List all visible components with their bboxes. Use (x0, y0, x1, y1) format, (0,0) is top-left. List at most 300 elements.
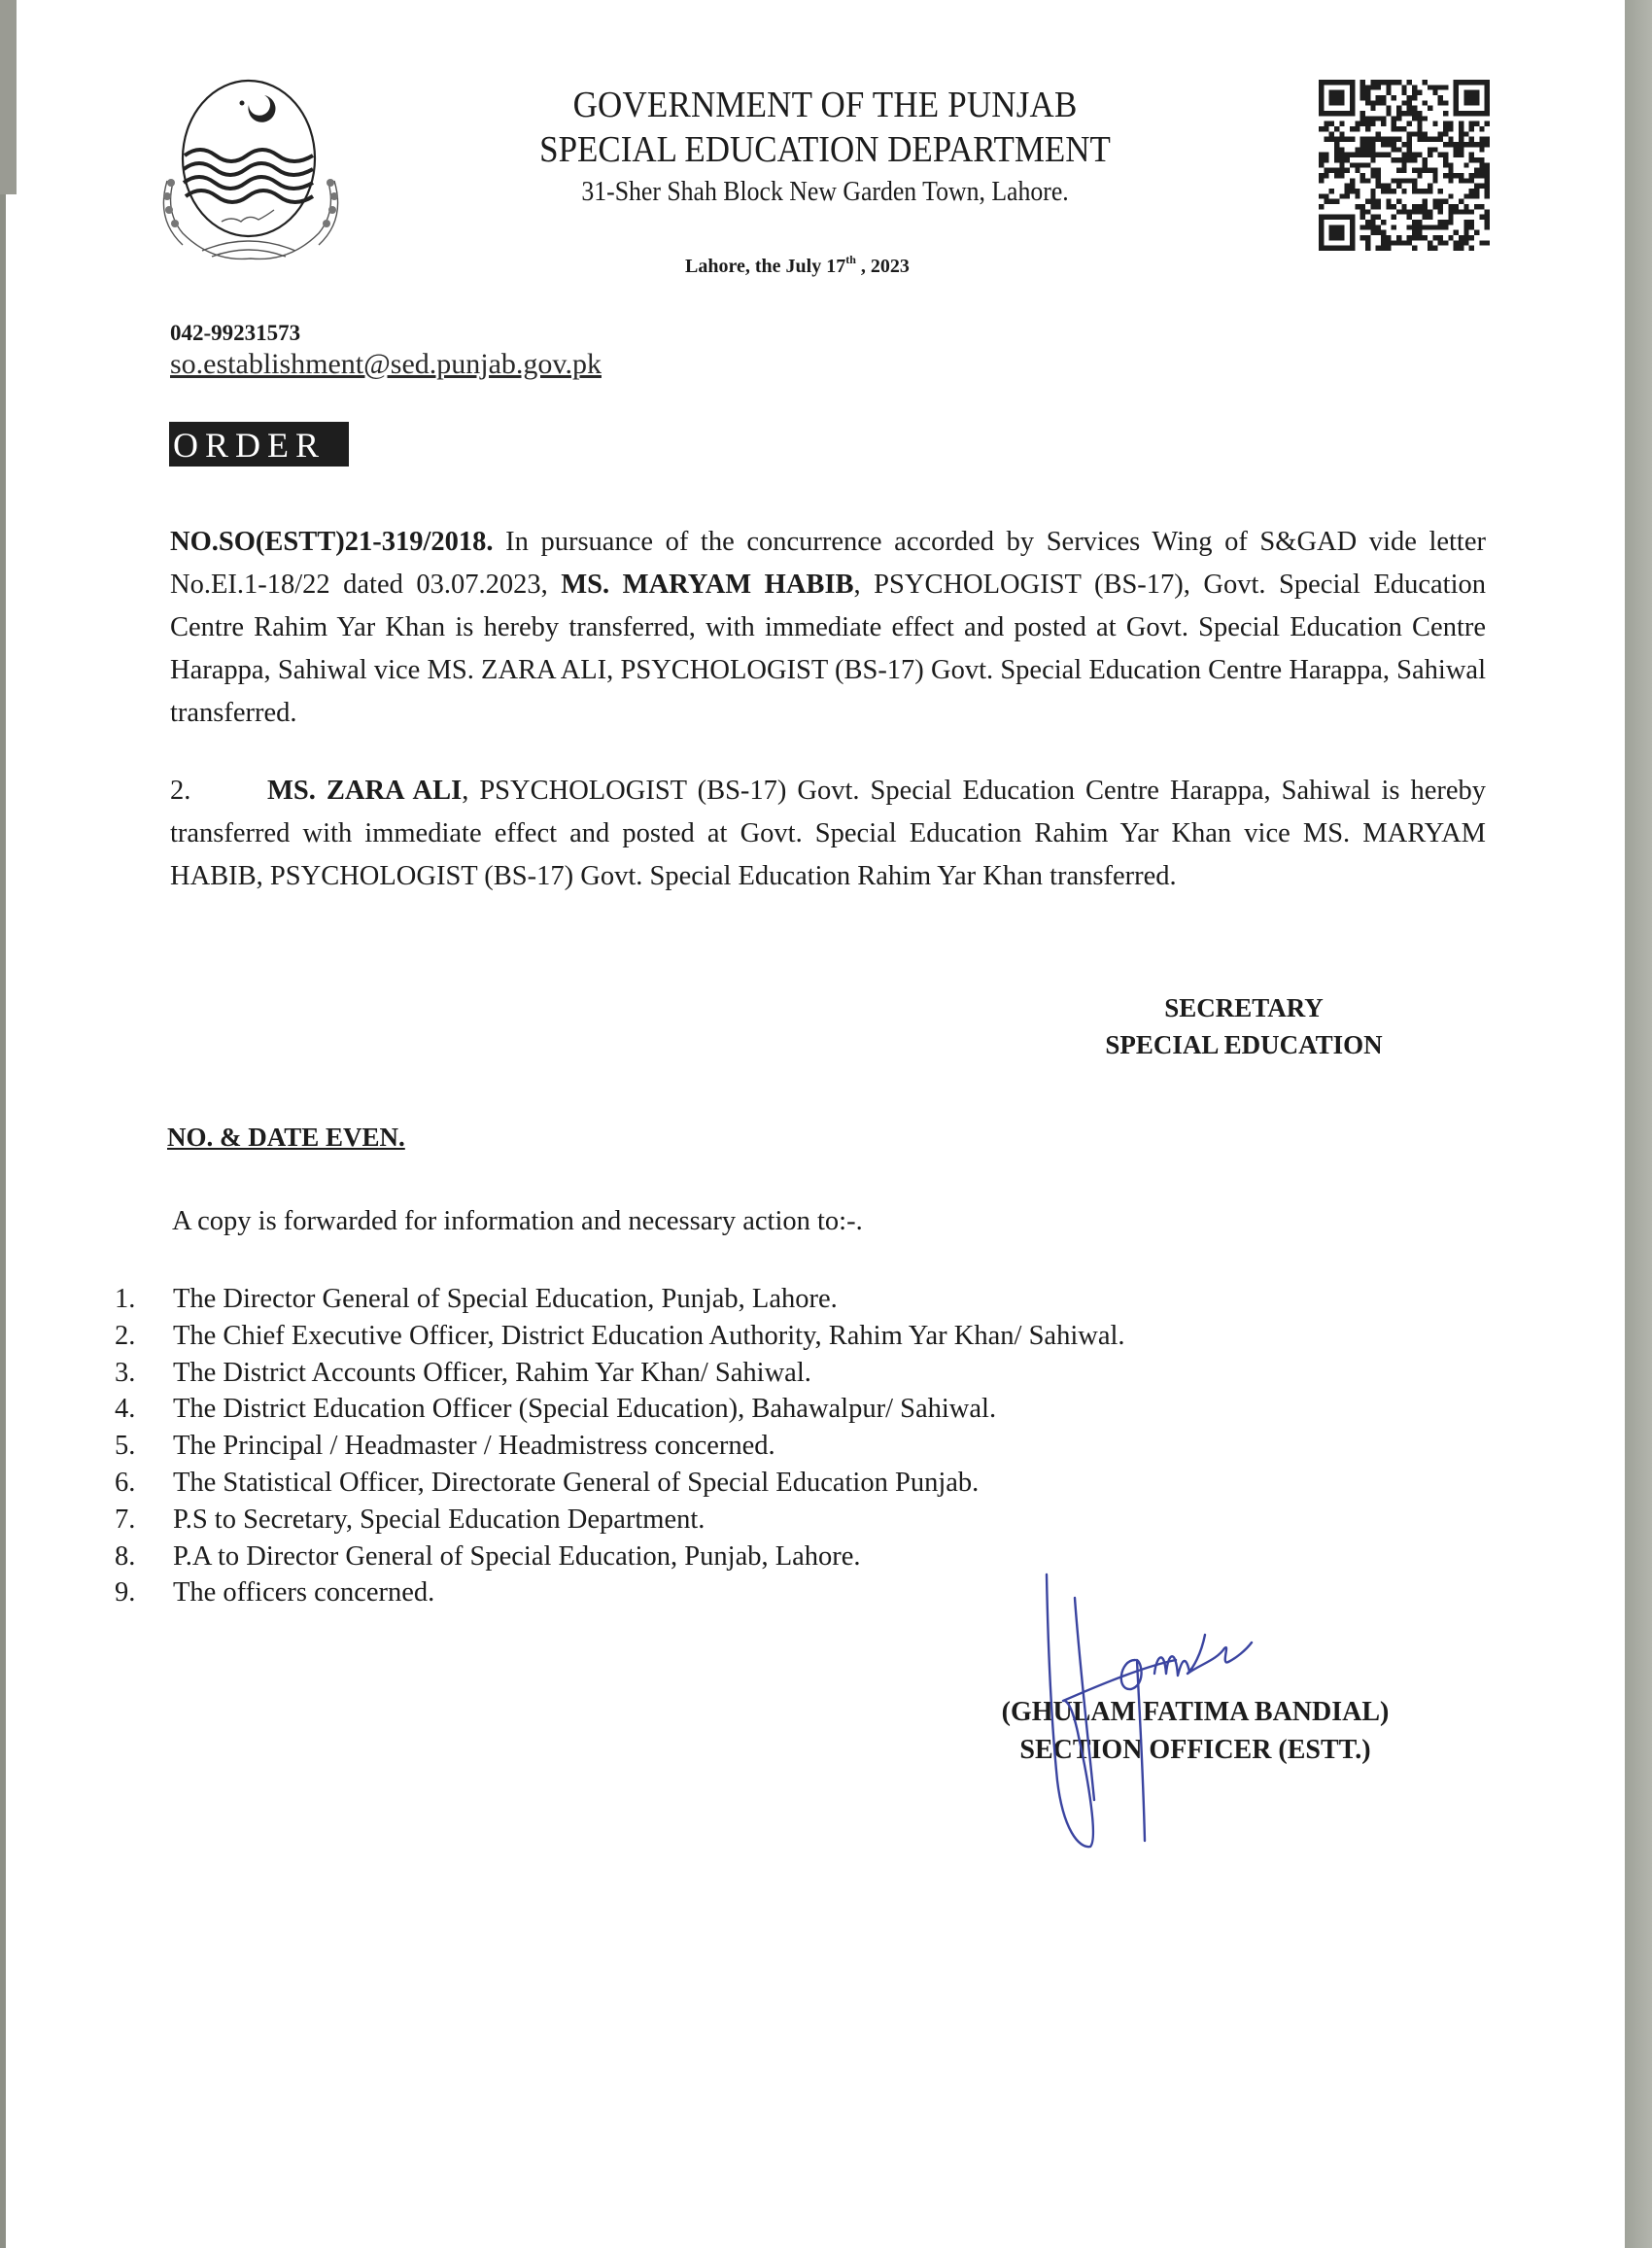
qr-module (1448, 168, 1453, 173)
list-item-number: 8. (115, 1540, 136, 1572)
copy-forwarded-text: A copy is forwarded for information and necessary action to:-. (172, 1206, 863, 1236)
qr-module (1443, 162, 1448, 167)
qr-module (1360, 235, 1365, 240)
qr-module (1370, 106, 1375, 111)
paragraph2-name: MS. ZARA ALI (267, 776, 463, 806)
qr-module (1412, 90, 1417, 95)
qr-module (1334, 235, 1339, 240)
list-item-text: P.A to Director General of Special Education, Punjab, Lahore. (173, 1540, 861, 1572)
qr-module (1448, 235, 1453, 240)
qr-module (1432, 199, 1437, 204)
qr-module (1469, 126, 1474, 131)
list-item-text: The District Accounts Officer, Rahim Yar Khan/ Sahiwal. (173, 1357, 811, 1388)
qr-module (1463, 95, 1468, 100)
qr-module (1479, 142, 1484, 147)
qr-module (1454, 246, 1459, 251)
qr-module (1474, 142, 1479, 147)
qr-module (1438, 204, 1443, 209)
qr-module (1448, 193, 1453, 198)
qr-module (1412, 106, 1417, 111)
qr-module (1334, 246, 1339, 251)
qr-module (1386, 80, 1391, 85)
qr-module (1319, 80, 1324, 85)
qr-module (1443, 240, 1448, 245)
qr-module (1370, 225, 1375, 229)
qr-module (1360, 153, 1365, 157)
qr-module (1432, 121, 1437, 126)
qr-module (1485, 225, 1490, 229)
qr-module (1407, 121, 1412, 126)
qr-module (1329, 246, 1334, 251)
qr-module (1401, 85, 1406, 89)
qr-module (1381, 235, 1386, 240)
qr-module (1319, 111, 1324, 116)
qr-module (1469, 173, 1474, 178)
qr-module (1485, 162, 1490, 167)
qr-module (1339, 95, 1344, 100)
qr-module (1329, 137, 1334, 142)
qr-module (1401, 162, 1406, 167)
qr-module (1381, 116, 1386, 121)
qr-module (1319, 95, 1324, 100)
qr-module (1412, 131, 1417, 136)
qr-module (1350, 80, 1355, 85)
qr-module (1469, 100, 1474, 105)
qr-module (1339, 168, 1344, 173)
qr-module (1432, 90, 1437, 95)
qr-module (1339, 90, 1344, 95)
qr-module (1392, 225, 1396, 229)
qr-module (1463, 230, 1468, 235)
qr-module (1396, 178, 1401, 183)
qr-module (1334, 230, 1339, 235)
qr-module (1370, 173, 1375, 178)
qr-module (1401, 209, 1406, 214)
qr-module (1365, 199, 1370, 204)
qr-module (1438, 137, 1443, 142)
qr-module (1459, 142, 1463, 147)
qr-module (1381, 137, 1386, 142)
qr-module (1381, 153, 1386, 157)
list-item-number: 7. (115, 1504, 136, 1535)
qr-module (1381, 220, 1386, 225)
qr-module (1319, 173, 1324, 178)
qr-module (1417, 204, 1422, 209)
qr-module (1334, 173, 1339, 178)
letterhead-address-text: 31-Sher Shah Block New Garden Town, Lahore. (581, 177, 1069, 207)
scan-edge-left-shadow (0, 0, 17, 194)
qr-module (1370, 230, 1375, 235)
qr-module (1401, 204, 1406, 209)
order-paragraph-1 (170, 521, 1486, 735)
qr-module (1485, 90, 1490, 95)
qr-module (1417, 189, 1422, 193)
qr-module (1376, 199, 1381, 204)
qr-module (1454, 80, 1459, 85)
qr-module (1350, 100, 1355, 105)
qr-module (1396, 240, 1401, 245)
qr-module (1459, 126, 1463, 131)
qr-module (1329, 90, 1334, 95)
qr-module (1365, 246, 1370, 251)
qr-module (1345, 215, 1350, 220)
distribution-list (115, 1281, 1125, 1611)
qr-module (1485, 209, 1490, 214)
qr-module (1392, 95, 1396, 100)
qr-module (1469, 153, 1474, 157)
qr-module (1355, 126, 1359, 131)
qr-module (1329, 131, 1334, 136)
qr-module (1412, 230, 1417, 235)
qr-module (1365, 142, 1370, 147)
qr-module (1485, 142, 1490, 147)
list-item-text: The officers concerned. (173, 1577, 435, 1608)
list-item-number: 6. (115, 1467, 136, 1498)
qr-module (1376, 173, 1381, 178)
qr-module (1381, 246, 1386, 251)
qr-module (1360, 111, 1365, 116)
list-item-text: The Statistical Officer, Directorate General of Special Education Punjab. (173, 1467, 980, 1498)
qr-module (1329, 225, 1334, 229)
qr-module (1412, 95, 1417, 100)
qr-module (1407, 106, 1412, 111)
paragraph1-text-a: In pursuance of the concurrence accorded by Services Wing of S&GAD vide letter No.EI.1-18/22 dated 03.07.2023, (170, 527, 1486, 600)
qr-module (1360, 204, 1365, 209)
qr-module (1474, 111, 1479, 116)
qr-module (1428, 137, 1432, 142)
qr-module (1370, 199, 1375, 204)
qr-module (1401, 153, 1406, 157)
qr-module (1355, 193, 1359, 198)
qr-module (1381, 184, 1386, 189)
date-year: , 2023 (855, 256, 910, 277)
qr-module (1370, 157, 1375, 162)
qr-module (1479, 240, 1484, 245)
qr-module (1376, 225, 1381, 229)
list-item-number: 9. (115, 1577, 136, 1608)
qr-module (1324, 137, 1328, 142)
qr-module (1443, 111, 1448, 116)
qr-module (1443, 85, 1448, 89)
qr-module (1329, 230, 1334, 235)
contact-email[interactable]: so.establishment@sed.punjab.gov.pk (170, 348, 602, 380)
qr-module (1432, 147, 1437, 152)
qr-module (1334, 90, 1339, 95)
qr-module (1463, 80, 1468, 85)
qr-module (1345, 137, 1350, 142)
qr-module (1459, 80, 1463, 85)
qr-module (1485, 106, 1490, 111)
qr-module (1339, 162, 1344, 167)
qr-module (1401, 126, 1406, 131)
qr-module (1319, 220, 1324, 225)
qr-module (1360, 178, 1365, 183)
qr-module (1463, 193, 1468, 198)
qr-code-icon (1319, 80, 1490, 251)
qr-module (1339, 230, 1344, 235)
qr-module (1339, 100, 1344, 105)
qr-module (1392, 121, 1396, 126)
qr-module (1428, 85, 1432, 89)
qr-module (1428, 225, 1432, 229)
qr-module (1448, 162, 1453, 167)
qr-module (1412, 209, 1417, 214)
qr-module (1417, 90, 1422, 95)
qr-module (1355, 153, 1359, 157)
qr-module (1438, 100, 1443, 105)
qr-module (1376, 215, 1381, 220)
qr-module (1386, 184, 1391, 189)
qr-module (1365, 85, 1370, 89)
qr-module (1355, 147, 1359, 152)
qr-module (1329, 95, 1334, 100)
qr-module (1324, 199, 1328, 204)
qr-module (1324, 215, 1328, 220)
qr-module (1381, 142, 1386, 147)
qr-module (1392, 137, 1396, 142)
qr-module (1360, 90, 1365, 95)
qr-module (1443, 131, 1448, 136)
qr-module (1443, 173, 1448, 178)
qr-module (1376, 80, 1381, 85)
qr-module (1334, 111, 1339, 116)
qr-module (1428, 153, 1432, 157)
qr-module (1485, 80, 1490, 85)
qr-module (1365, 126, 1370, 131)
list-item (115, 1574, 1125, 1611)
qr-module (1432, 137, 1437, 142)
qr-module (1350, 153, 1355, 157)
qr-module (1417, 230, 1422, 235)
qr-module (1438, 189, 1443, 193)
qr-module (1396, 209, 1401, 214)
qr-module (1334, 199, 1339, 204)
qr-module (1423, 157, 1428, 162)
qr-module (1319, 204, 1324, 209)
qr-module (1474, 189, 1479, 193)
qr-module (1350, 178, 1355, 183)
qr-module (1407, 111, 1412, 116)
qr-module (1443, 199, 1448, 204)
list-item-number: 5. (115, 1431, 136, 1462)
qr-module (1423, 116, 1428, 121)
qr-module (1459, 235, 1463, 240)
qr-module (1438, 199, 1443, 204)
qr-module (1396, 168, 1401, 173)
qr-module (1454, 100, 1459, 105)
qr-module (1345, 153, 1350, 157)
qr-module (1401, 168, 1406, 173)
qr-module (1339, 147, 1344, 152)
qr-module (1370, 215, 1375, 220)
qr-module (1407, 153, 1412, 157)
qr-module (1479, 215, 1484, 220)
qr-module (1479, 137, 1484, 142)
qr-module (1365, 100, 1370, 105)
qr-module (1334, 137, 1339, 142)
qr-module (1370, 121, 1375, 126)
qr-module (1428, 246, 1432, 251)
qr-module (1485, 111, 1490, 116)
qr-module (1423, 215, 1428, 220)
qr-module (1339, 173, 1344, 178)
qr-module (1365, 162, 1370, 167)
qr-module (1381, 95, 1386, 100)
qr-module (1417, 131, 1422, 136)
qr-module (1423, 131, 1428, 136)
qr-module (1334, 153, 1339, 157)
qr-module (1345, 184, 1350, 189)
qr-module (1355, 168, 1359, 173)
qr-module (1392, 116, 1396, 121)
qr-module (1345, 168, 1350, 173)
qr-module (1365, 147, 1370, 152)
qr-module (1386, 90, 1391, 95)
qr-module (1417, 137, 1422, 142)
qr-module (1365, 153, 1370, 157)
qr-module (1386, 235, 1391, 240)
qr-module (1324, 126, 1328, 131)
qr-module (1334, 126, 1339, 131)
qr-module (1334, 225, 1339, 229)
qr-module (1474, 80, 1479, 85)
qr-module (1407, 157, 1412, 162)
qr-module (1463, 204, 1468, 209)
qr-module (1334, 215, 1339, 220)
qr-module (1479, 157, 1484, 162)
qr-module (1350, 215, 1355, 220)
qr-module (1423, 209, 1428, 214)
qr-module (1370, 193, 1375, 198)
qr-module (1319, 126, 1324, 131)
qr-module (1443, 100, 1448, 105)
qr-module (1474, 121, 1479, 126)
qr-module (1370, 100, 1375, 105)
qr-module (1412, 220, 1417, 225)
list-item-text: The District Education Officer (Special Education), Bahawalpur/ Sahiwal. (173, 1394, 997, 1425)
qr-module (1319, 178, 1324, 183)
qr-module (1469, 137, 1474, 142)
qr-module (1386, 137, 1391, 142)
qr-module (1474, 173, 1479, 178)
qr-module (1474, 90, 1479, 95)
qr-module (1412, 157, 1417, 162)
qr-module (1485, 240, 1490, 245)
qr-module (1479, 184, 1484, 189)
qr-module (1412, 246, 1417, 251)
qr-module (1474, 95, 1479, 100)
qr-module (1324, 157, 1328, 162)
qr-module (1469, 157, 1474, 162)
qr-module (1469, 121, 1474, 126)
qr-module (1334, 142, 1339, 147)
qr-module (1334, 95, 1339, 100)
qr-module (1376, 137, 1381, 142)
qr-module (1376, 168, 1381, 173)
qr-module (1485, 137, 1490, 142)
qr-module (1324, 168, 1328, 173)
qr-module (1454, 240, 1459, 245)
qr-module (1365, 225, 1370, 229)
qr-module (1319, 230, 1324, 235)
qr-module (1443, 220, 1448, 225)
qr-module (1463, 100, 1468, 105)
qr-module (1396, 199, 1401, 204)
handwritten-signature-icon (1030, 1567, 1302, 1858)
qr-module (1319, 106, 1324, 111)
qr-module (1324, 80, 1328, 85)
qr-module (1324, 173, 1328, 178)
order-heading: ORDER (169, 422, 349, 467)
qr-module (1334, 157, 1339, 162)
list-item (115, 1391, 1125, 1428)
secretary-title: SECRETARY (1164, 993, 1324, 1022)
qr-module (1412, 85, 1417, 89)
qr-module (1360, 147, 1365, 152)
qr-module (1360, 95, 1365, 100)
qr-module (1396, 116, 1401, 121)
qr-module (1485, 193, 1490, 198)
qr-module (1339, 215, 1344, 220)
qr-module (1392, 142, 1396, 147)
qr-module (1350, 189, 1355, 193)
qr-module (1432, 225, 1437, 229)
qr-module (1319, 90, 1324, 95)
qr-module (1469, 246, 1474, 251)
qr-module (1443, 153, 1448, 157)
qr-module (1485, 100, 1490, 105)
qr-module (1386, 111, 1391, 116)
qr-module (1401, 111, 1406, 116)
qr-module (1329, 100, 1334, 105)
qr-module (1392, 178, 1396, 183)
qr-module (1459, 137, 1463, 142)
qr-module (1432, 85, 1437, 89)
qr-module (1396, 111, 1401, 116)
qr-module (1432, 246, 1437, 251)
qr-module (1350, 90, 1355, 95)
list-item (115, 1465, 1125, 1502)
date-main: Lahore, the July 17 (685, 256, 846, 277)
qr-module (1396, 126, 1401, 131)
qr-module (1360, 85, 1365, 89)
qr-module (1479, 173, 1484, 178)
qr-module (1392, 204, 1396, 209)
qr-module (1423, 162, 1428, 167)
qr-module (1454, 95, 1459, 100)
letterhead-line2: SPECIAL EDUCATION DEPARTMENT (539, 129, 1111, 170)
list-item (115, 1318, 1125, 1355)
qr-module (1432, 235, 1437, 240)
paragraph2-number: 2. (170, 776, 191, 806)
qr-module (1443, 157, 1448, 162)
qr-module (1350, 85, 1355, 89)
list-item-number: 1. (115, 1284, 136, 1314)
qr-module (1360, 121, 1365, 126)
qr-module (1454, 230, 1459, 235)
qr-module (1360, 209, 1365, 214)
qr-module (1407, 235, 1412, 240)
qr-module (1485, 95, 1490, 100)
qr-module (1438, 95, 1443, 100)
qr-module (1412, 178, 1417, 183)
qr-module (1423, 225, 1428, 229)
qr-module (1339, 121, 1344, 126)
qr-module (1329, 215, 1334, 220)
qr-module (1360, 116, 1365, 121)
qr-module (1474, 157, 1479, 162)
qr-module (1365, 116, 1370, 121)
